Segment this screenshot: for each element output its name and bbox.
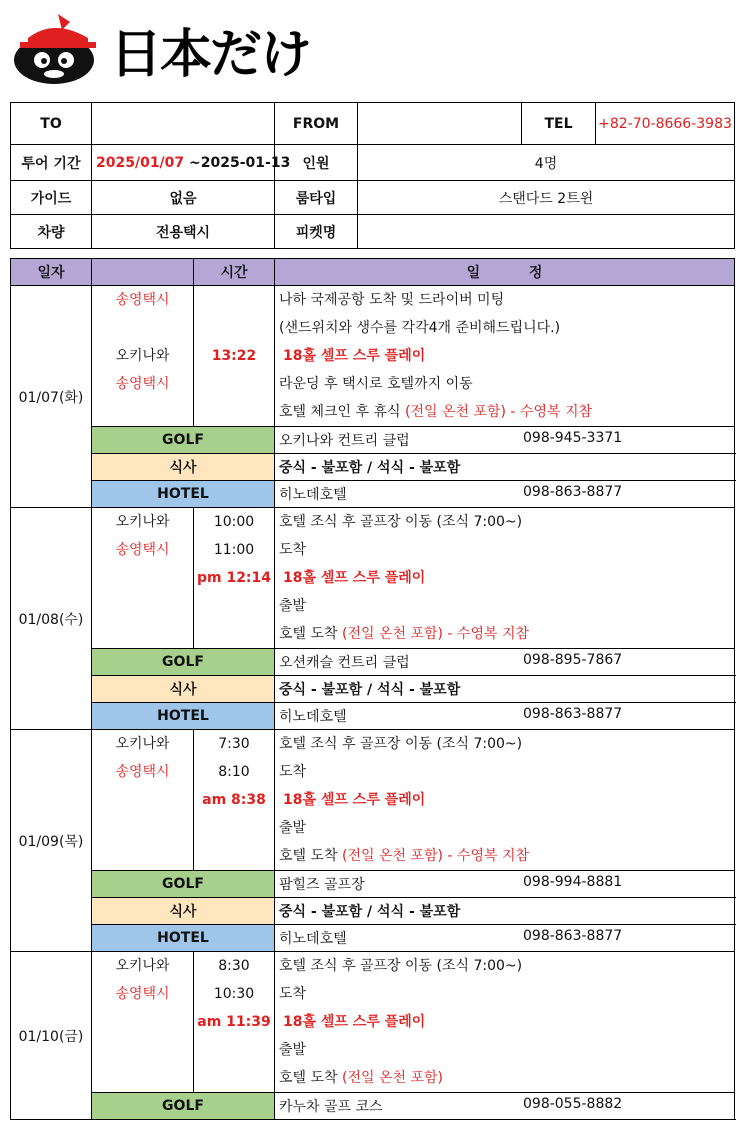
day-date: 01/10(금) (11, 952, 92, 1120)
detail-cell (275, 508, 735, 649)
golf-value (275, 871, 735, 898)
time-line (194, 620, 274, 648)
detail-line (279, 1008, 734, 1036)
detail-line (279, 564, 734, 592)
time-cell (194, 952, 275, 1093)
transport-cell (92, 286, 194, 427)
day-date: 01/09(목) (11, 730, 92, 952)
golf-phone: 098-945-3371 (523, 430, 623, 446)
hotel-value (275, 481, 735, 508)
transport-line (92, 592, 193, 620)
golf-name: 오션캐슬 컨트리 클럽 (279, 655, 410, 671)
transport-line (92, 398, 193, 426)
golf-name: 카누차 골프 코스 (279, 1099, 383, 1115)
transport-line: 오키나와 (115, 514, 170, 530)
transport-line: 송영택시 (115, 764, 170, 780)
detail-text: 도착 (279, 764, 307, 780)
detail-line (279, 370, 734, 398)
detail-line (279, 786, 734, 814)
golf-label: GOLF (92, 427, 275, 454)
time-line: 10:30 (213, 986, 255, 1002)
detail-text: 호텔 조식 후 골프장 이동 (조식 7:00~) (279, 958, 523, 974)
detail-text: 출발 (279, 598, 307, 614)
golf-row (11, 649, 735, 676)
meal-value (275, 898, 735, 925)
hotel-phone: 098-863-8877 (523, 928, 623, 944)
from-label: FROM (275, 103, 358, 145)
time-line (194, 842, 274, 870)
time-line (194, 398, 274, 426)
meal-row (11, 454, 735, 481)
detail-text: 호텔 조식 후 골프장 이동 (조식 7:00~) (279, 514, 523, 530)
time-line: 8:30 (218, 958, 250, 974)
golf-phone: 098-055-8882 (523, 1096, 623, 1112)
detail-line (279, 314, 734, 342)
transport-line (92, 842, 193, 870)
tel-label: TEL (522, 103, 596, 145)
detail-text: 도착 (279, 986, 307, 1002)
time-line (194, 592, 274, 620)
detail-red-note: (전일 온천 포함) - 수영복 지참 (405, 404, 592, 420)
detail-line (279, 620, 734, 648)
detail-text: 호텔 도착 (279, 848, 342, 864)
time-cell (194, 730, 275, 871)
detail-cell (275, 286, 735, 427)
golf-label: GOLF (92, 1093, 275, 1120)
transport-cell (92, 508, 194, 649)
meal-label: 식사 (92, 454, 275, 481)
golf-row (11, 427, 735, 454)
detail-text: 18홀 셀프 스루 플레이 (283, 348, 426, 364)
meal-label: 식사 (92, 898, 275, 925)
period-start: 2025/01/07 (96, 154, 185, 171)
tel-value: +82-70-8666-3983 (596, 103, 735, 145)
golf-name: 오키나와 컨트리 클럽 (279, 433, 410, 449)
time-line: 11:00 (213, 542, 255, 558)
time-line (194, 370, 274, 398)
day-date: 01/08(수) (11, 508, 92, 730)
transport-line: 송영택시 (115, 376, 170, 392)
transport-line: 오키나와 (115, 736, 170, 752)
detail-line (279, 342, 734, 370)
room-value: 스탠다드 2트윈 (358, 181, 735, 215)
detail-text: 호텔 조식 후 골프장 이동 (조식 7:00~) (279, 736, 523, 752)
col-schedule: 일 정 (275, 259, 735, 286)
to-value (92, 103, 275, 145)
col-transport (92, 259, 194, 286)
detail-text: (샌드위치와 생수를 각각4개 준비해드립니다.) (279, 320, 561, 336)
picket-value (358, 215, 735, 249)
detail-line (279, 508, 734, 536)
golf-label: GOLF (92, 649, 275, 676)
golf-value (275, 427, 735, 454)
period-value (92, 145, 291, 181)
header-info-table (10, 102, 735, 249)
transport-cell (92, 952, 194, 1093)
hotel-name: 히노데호텔 (279, 709, 347, 725)
transport-line: 송영택시 (115, 292, 170, 308)
detail-text: 18홀 셀프 스루 플레이 (283, 792, 426, 808)
detail-cell (275, 730, 735, 871)
detail-text: 나하 국제공항 도착 및 드라이버 미팅 (279, 292, 505, 308)
to-label: TO (11, 103, 92, 145)
detail-text: 도착 (279, 542, 307, 558)
detail-text: 18홀 셀프 스루 플레이 (283, 1014, 426, 1030)
transport-line (92, 814, 193, 842)
transport-line: 오키나와 (115, 958, 170, 974)
detail-line (279, 536, 734, 564)
time-line (194, 1064, 274, 1092)
hotel-value (275, 703, 735, 730)
room-label: 룸타입 (275, 181, 358, 215)
time-line: pm 12:14 (196, 570, 272, 586)
detail-line (279, 398, 734, 426)
people-value: 4명 (358, 145, 735, 181)
detail-text: 출발 (279, 820, 307, 836)
detail-cell (275, 952, 735, 1093)
transport-line (92, 786, 193, 814)
detail-line (279, 730, 734, 758)
time-cell (194, 508, 275, 649)
hotel-label: HOTEL (92, 703, 275, 730)
day-block (11, 286, 735, 427)
time-line: 7:30 (218, 736, 250, 752)
transport-line: 오키나와 (115, 348, 170, 364)
guide-label: 가이드 (11, 181, 92, 215)
detail-text: 출발 (279, 1042, 307, 1058)
hotel-label: HOTEL (92, 481, 275, 508)
golf-name: 팜힐즈 골프장 (279, 877, 365, 893)
detail-text: 라운딩 후 택시로 호텔까지 이동 (279, 376, 473, 392)
mascot-icon (10, 8, 100, 88)
transport-line (92, 1064, 193, 1092)
schedule-table (10, 258, 735, 1120)
time-line: am 11:39 (197, 1014, 271, 1030)
time-cell (194, 286, 275, 427)
golf-phone: 098-895-7867 (523, 652, 623, 668)
detail-text: 호텔 체크인 후 휴식 (279, 404, 405, 420)
detail-text: 18홀 셀프 스루 플레이 (283, 570, 426, 586)
from-value (358, 103, 522, 145)
hotel-value (275, 925, 735, 952)
day-block (11, 730, 735, 871)
meal-text: 중식 - 불포함 / 석식 - 불포함 (279, 904, 461, 920)
detail-line (279, 1064, 734, 1092)
detail-text: 호텔 도착 (279, 1070, 342, 1086)
detail-red-note: (전일 온천 포함) - 수영복 지참 (342, 848, 529, 864)
meal-text: 중식 - 불포함 / 석식 - 불포함 (279, 460, 461, 476)
golf-value (275, 1093, 735, 1120)
meal-value (275, 676, 735, 703)
day-block (11, 508, 735, 649)
time-line (194, 314, 274, 342)
day-block (11, 952, 735, 1093)
hotel-name: 히노데호텔 (279, 931, 347, 947)
vehicle-value: 전용택시 (92, 215, 275, 249)
transport-line (92, 1008, 193, 1036)
detail-line (279, 842, 734, 870)
detail-text: 호텔 도착 (279, 626, 342, 642)
logo-text: 日本だけ (110, 25, 311, 85)
hotel-row (11, 481, 735, 508)
col-time: 시간 (194, 259, 275, 286)
transport-line: 송영택시 (115, 542, 170, 558)
vehicle-label: 차량 (11, 215, 92, 249)
detail-line (279, 286, 734, 314)
col-date: 일자 (11, 259, 92, 286)
detail-red-note: (전일 온천 포함) - 수영복 지참 (342, 626, 529, 642)
detail-line (279, 980, 734, 1008)
golf-phone: 098-994-8881 (523, 874, 623, 890)
detail-red-note: (전일 온천 포함) (342, 1070, 443, 1086)
transport-line: 송영택시 (115, 986, 170, 1002)
guide-value: 없음 (92, 181, 275, 215)
picket-label: 피켓명 (275, 215, 358, 249)
meal-label: 식사 (92, 676, 275, 703)
meal-value (275, 454, 735, 481)
day-date: 01/07(화) (11, 286, 92, 508)
meal-row (11, 676, 735, 703)
period-label: 투어 기간 (11, 145, 92, 181)
hotel-name: 히노데호텔 (279, 487, 347, 503)
time-line: am 8:38 (202, 792, 266, 808)
meal-text: 중식 - 불포함 / 석식 - 불포함 (279, 682, 461, 698)
hotel-phone: 098-863-8877 (523, 706, 623, 722)
hotel-row (11, 925, 735, 952)
time-line: 13:22 (211, 348, 257, 364)
meal-row (11, 898, 735, 925)
transport-line (92, 1036, 193, 1064)
brand-logo (10, 8, 350, 90)
transport-line (92, 314, 193, 342)
golf-row (11, 871, 735, 898)
detail-line (279, 952, 734, 980)
golf-label: GOLF (92, 871, 275, 898)
people-label: 인원 (275, 145, 358, 181)
golf-row (11, 1093, 735, 1120)
hotel-row (11, 703, 735, 730)
transport-cell (92, 730, 194, 871)
period-end: ~2025-01-13 (184, 154, 291, 171)
transport-line (92, 620, 193, 648)
detail-line (279, 1036, 734, 1064)
transport-line (92, 564, 193, 592)
hotel-label: HOTEL (92, 925, 275, 952)
time-line (194, 814, 274, 842)
time-line: 8:10 (218, 764, 250, 780)
time-line (194, 1036, 274, 1064)
detail-line (279, 814, 734, 842)
detail-line (279, 758, 734, 786)
time-line (194, 286, 274, 314)
detail-line (279, 592, 734, 620)
time-line: 10:00 (213, 514, 255, 530)
hotel-phone: 098-863-8877 (523, 484, 623, 500)
golf-value (275, 649, 735, 676)
